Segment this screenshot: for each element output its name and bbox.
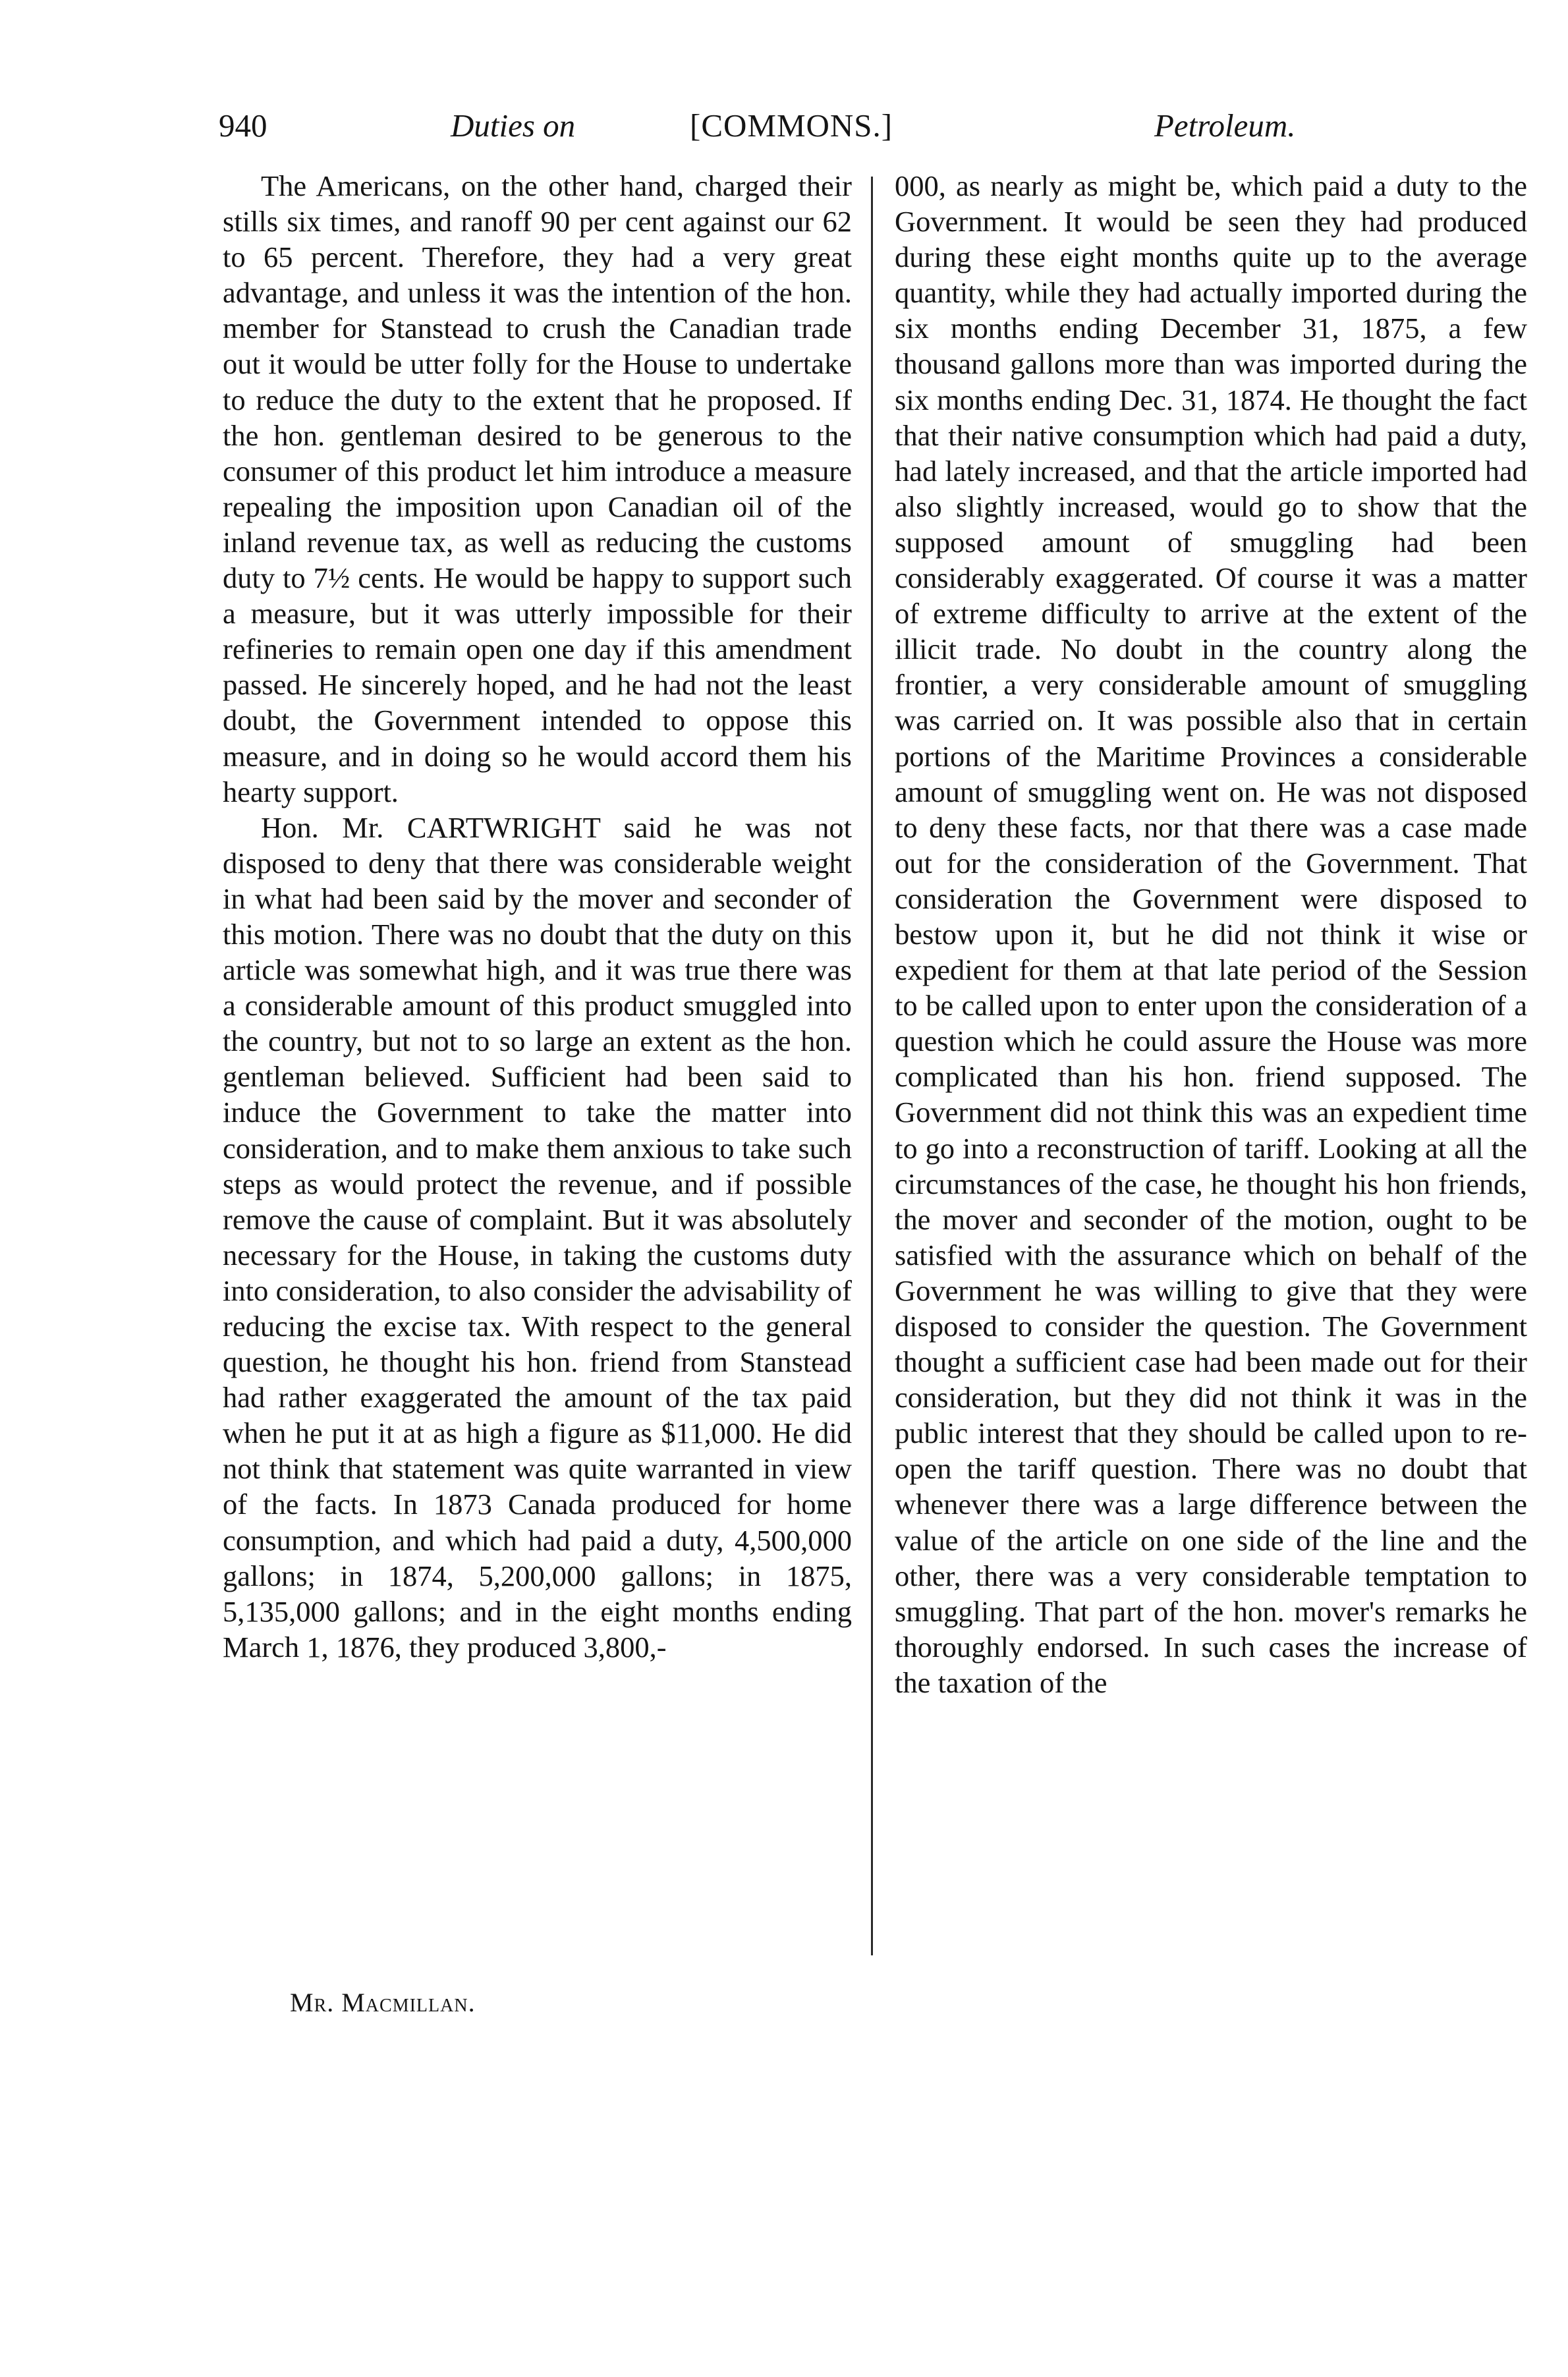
left-paragraph-1: The Americans, on the other hand, charged their stills six times, and ranoff 90 per cent against our 62 to 65 percent. Therefore, they had a very great advantage, and unless it was the intention of the hon. member for Stanstead to crush the Canadian trade out it would be utter folly for the House to undertake to reduce the duty to the extent that he proposed. If the hon. gentleman desired to be generous to the consumer of this product let him introduce a measure repealing the imposition upon Canadian oil of the inland revenue tax, as well as reducing the customs duty to 7½ cents. He would be happy to support such a measure, but it was utterly impossible for their refineries to remain open one day if this amendment passed. He sincerely hoped, and he had not the least doubt, the Government intended to oppose this measure, and in doing so he would accord them his hearty support.: [223, 169, 852, 808]
column-divider: [871, 177, 873, 1955]
right-paragraph-1: 000, as nearly as might be, which paid a duty to the Government. It would be seen they had produced during these eight months quite up to the average quantity, while they had actually imported during the six months ending December 31, 1875, a few thousand gallons more than was imported during the six months ending Dec. 31, 1874. He thought the fact that their native consumption which had paid a duty, had lately increased, and that the article imported had also slightly increased, would go to show that the supposed amount of smuggling had been considerably exaggerated. Of course it was a matter of extreme difficulty to arrive at the extent of the illicit trade. No doubt in the country along the frontier, a very considerable amount of smuggling was carried on. It was possible also that in certain portions of the Maritime Provinces a considerable amount of smuggling went on. He was not disposed to deny these facts, nor that there was a case made out for the consideration of the Government. That consideration the Government were disposed to bestow upon it, but he did not think it wise or expedient for them at that late period of the Session to be called upon to enter upon the consideration of a question which he could assure the House was more complicated than his hon. friend supposed. The Government did not think this was an expedient time to go into a reconstruction of tariff. Looking at all the circumstances of the case, he thought his hon friends, the mover and seconder of the motion, ought to be satisfied with the assurance which on behalf of the Government he was willing to give that they were disposed to consider the question. The Government thought a sufficient case had been made out for their consideration, but they did not think it was in the public interest that they should be called upon to re-open the tariff question. There was no doubt that whenever there was a large difference between the value of the article on one side of the line and the other, there was a very considerable temptation to smuggling. That part of the hon. mover's remarks he thoroughly endorsed. In such cases the increase of the taxation of the: [895, 169, 1527, 1699]
footer-speaker-name: Mr. Macmillan.: [290, 1988, 476, 2017]
header-right-title: Petroleum.: [1154, 107, 1296, 144]
right-column: [895, 168, 1527, 1957]
header-left-title: Duties on: [451, 107, 576, 144]
left-paragraph-2: Hon. Mr. CARTWRIGHT said he was not disposed to deny that there was considerable weight in what had been said by the mover and seconder of this motion. There was no doubt that the duty on this article was somewhat high, and it was true there was a considerable amount of this product smuggled into the country, but not to so large an extent as the hon. gentleman believed. Sufficient had been said to induce the Government to take the matter into consideration, and to make them anxious to take such steps as would protect the revenue, and if possible remove the cause of complaint. But it was absolutely necessary for the House, in taking the customs duty into consideration, to also consider the advisability of reducing the excise tax. With respect to the general question, he thought his hon. friend from Stanstead had rather exaggerated the amount of the tax paid when he put it at as high a figure as $11,000. He did not think that statement was quite warranted in view of the facts. In 1873 Canada produced for home consumption, and which had paid a duty, 4,500,000 gallons; in 1874, 5,200,000 gallons; in 1875, 5,135,000 gallons; and in the eight months ending March 1, 1876, they produced 3,800,-: [223, 810, 852, 1664]
running-header: [219, 96, 1484, 155]
left-column: [223, 168, 852, 1957]
page-number: 940: [219, 107, 267, 144]
header-center-title: [COMMONS.]: [690, 107, 893, 144]
